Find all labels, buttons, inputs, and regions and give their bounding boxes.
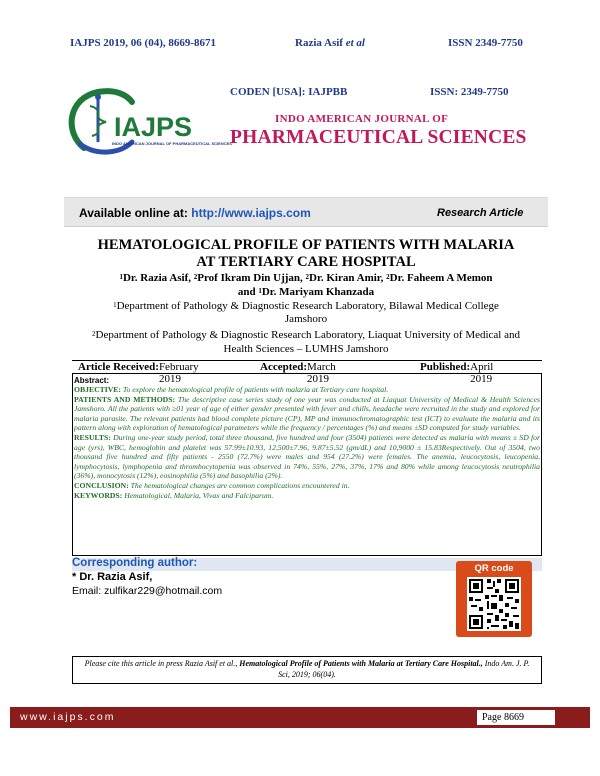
authors-line2: and $^1$Dr. Mariyam Khanzada <box>237 286 375 298</box>
article-type: Research Article <box>437 207 524 219</box>
article-title-line2: AT TERTIARY CARE HOSPITAL <box>196 254 416 270</box>
affiliation-2: $^2$Department of Pathology & Diagnostic Research Laboratory, Liaquat University of Medical and <box>92 329 520 341</box>
journal-name-line1: INDO AMERICAN JOURNAL OF <box>275 113 449 125</box>
running-header-author <box>295 37 365 49</box>
qr-code-label: QR code <box>474 563 514 574</box>
date-received: Article Received: February 2019 <box>78 361 199 385</box>
abstract-heading: Abstract: <box>74 376 110 385</box>
journal-logo <box>62 84 232 164</box>
corresponding-author-name: * Dr. Razia Asif, <box>72 571 153 583</box>
corresponding-author-email: Email: zulfikar229@hotmail.com <box>72 585 223 597</box>
authors-line1: $^1$Dr. Razia Asif, $^2$Prof Ikram Din Ujjan, $^2$Dr. Kiran Amir, $^2$Dr. Faheem A Memon <box>119 272 493 284</box>
journal-name-line2: PHARMACEUTICAL SCIENCES <box>230 127 527 148</box>
running-header-etal: et al <box>342 37 365 49</box>
corresponding-author-heading: Corresponding author: <box>72 557 198 569</box>
affiliation-2-city: Health Sciences – LUMHS Jamshoro <box>223 343 389 355</box>
logo-subtext: INDO AMERICAN JOURNAL OF PHARMACEUTICAL SCIENCES <box>112 141 232 146</box>
running-header-citation: IAJPS 2019, 06 (04), 8669-8671 <box>70 37 217 49</box>
date-accepted: Accepted: March 2019 <box>260 361 336 385</box>
running-header-issn: ISSN 2349-7750 <box>448 37 523 49</box>
footer-site[interactable]: www.iajps.com <box>20 711 116 723</box>
logo-wordmark: IAJPS <box>114 112 193 142</box>
running-header-author-name: Razia Asif <box>295 37 343 49</box>
qr-code-icon[interactable] <box>467 577 521 631</box>
citation-text: Please cite this article in press Razia Asif et al., Hematological Profile of Patients with Malaria at Tertiary Care Hospital., Indo Am. J. P. Sci, 2019; 06(04). <box>84 659 530 679</box>
affiliation-1-city: Jamshoro <box>284 313 328 325</box>
footer-page-number: Page 8669 <box>476 709 556 726</box>
journal-issn: ISSN: 2349-7750 <box>430 86 509 98</box>
date-published: Published: April 2019 <box>420 361 494 385</box>
affiliation-1: $^1$Department of Pathology & Diagnostic Research Laboratory, Bilawal Medical College <box>113 300 499 312</box>
article-title-line1: HEMATOLOGICAL PROFILE OF PATIENTS WITH MALARIA <box>97 237 515 253</box>
journal-url-link[interactable]: http://www.iajps.com <box>191 206 311 220</box>
availability-text <box>79 206 311 220</box>
availability-label: Available online at: <box>79 206 192 220</box>
abstract-body: OBJECTIVE: To explore the hematological profile of patients with malaria at Tertiary care hospital. PATIENTS AND METHODS: The descriptive case series study of one year was conducted at Liaquat University of Medical & Health Sciences Jamshoro. All the patients with ≥01 year of age of either gender presented with fever and chills, headache were recruited in the study and explored for malaria parasite. The relevant patients had blood complete picture (CP), MP and immunochromatographic test (ICT) to evaluate the malaria and its pattern along with exploration of hematological parameters while the frequency / percentages (%) and means ±SD computed for study variables. RESULTS: During one-year study period, total three thousand, five hundred and four (3504) patients were detected as malaria with means ± SD for age (yrs), WBC, hemoglobin and platelet was 57.99±10.93, 12,500±7.96, 9.87±5.52 (gm/dL) and 10,9000 ± 15.83Respectively. Out of 3504, two thousand five hundred and fifty patients - 2550 (72.7%) were males and 954 (27.2%) were females. The anemia, leucocytosis, leucopenia, lymphocytosis, lymphopenia and thrombocytopenia was observed in 74%, 55%, 27%, 37%, 17% and 80% while among leucocytosis neutrophilia (36%), monocytosis (12%), eosinophilia (5%) and basophilia (2%). CONCLUSION: The hematological changes are common complications encountered in. KEYWORDS: Hematological, Malaria, Vivax and Falciparum. <box>74 385 540 500</box>
coden-label: CODEN [USA]: IAJPBB <box>230 86 348 98</box>
